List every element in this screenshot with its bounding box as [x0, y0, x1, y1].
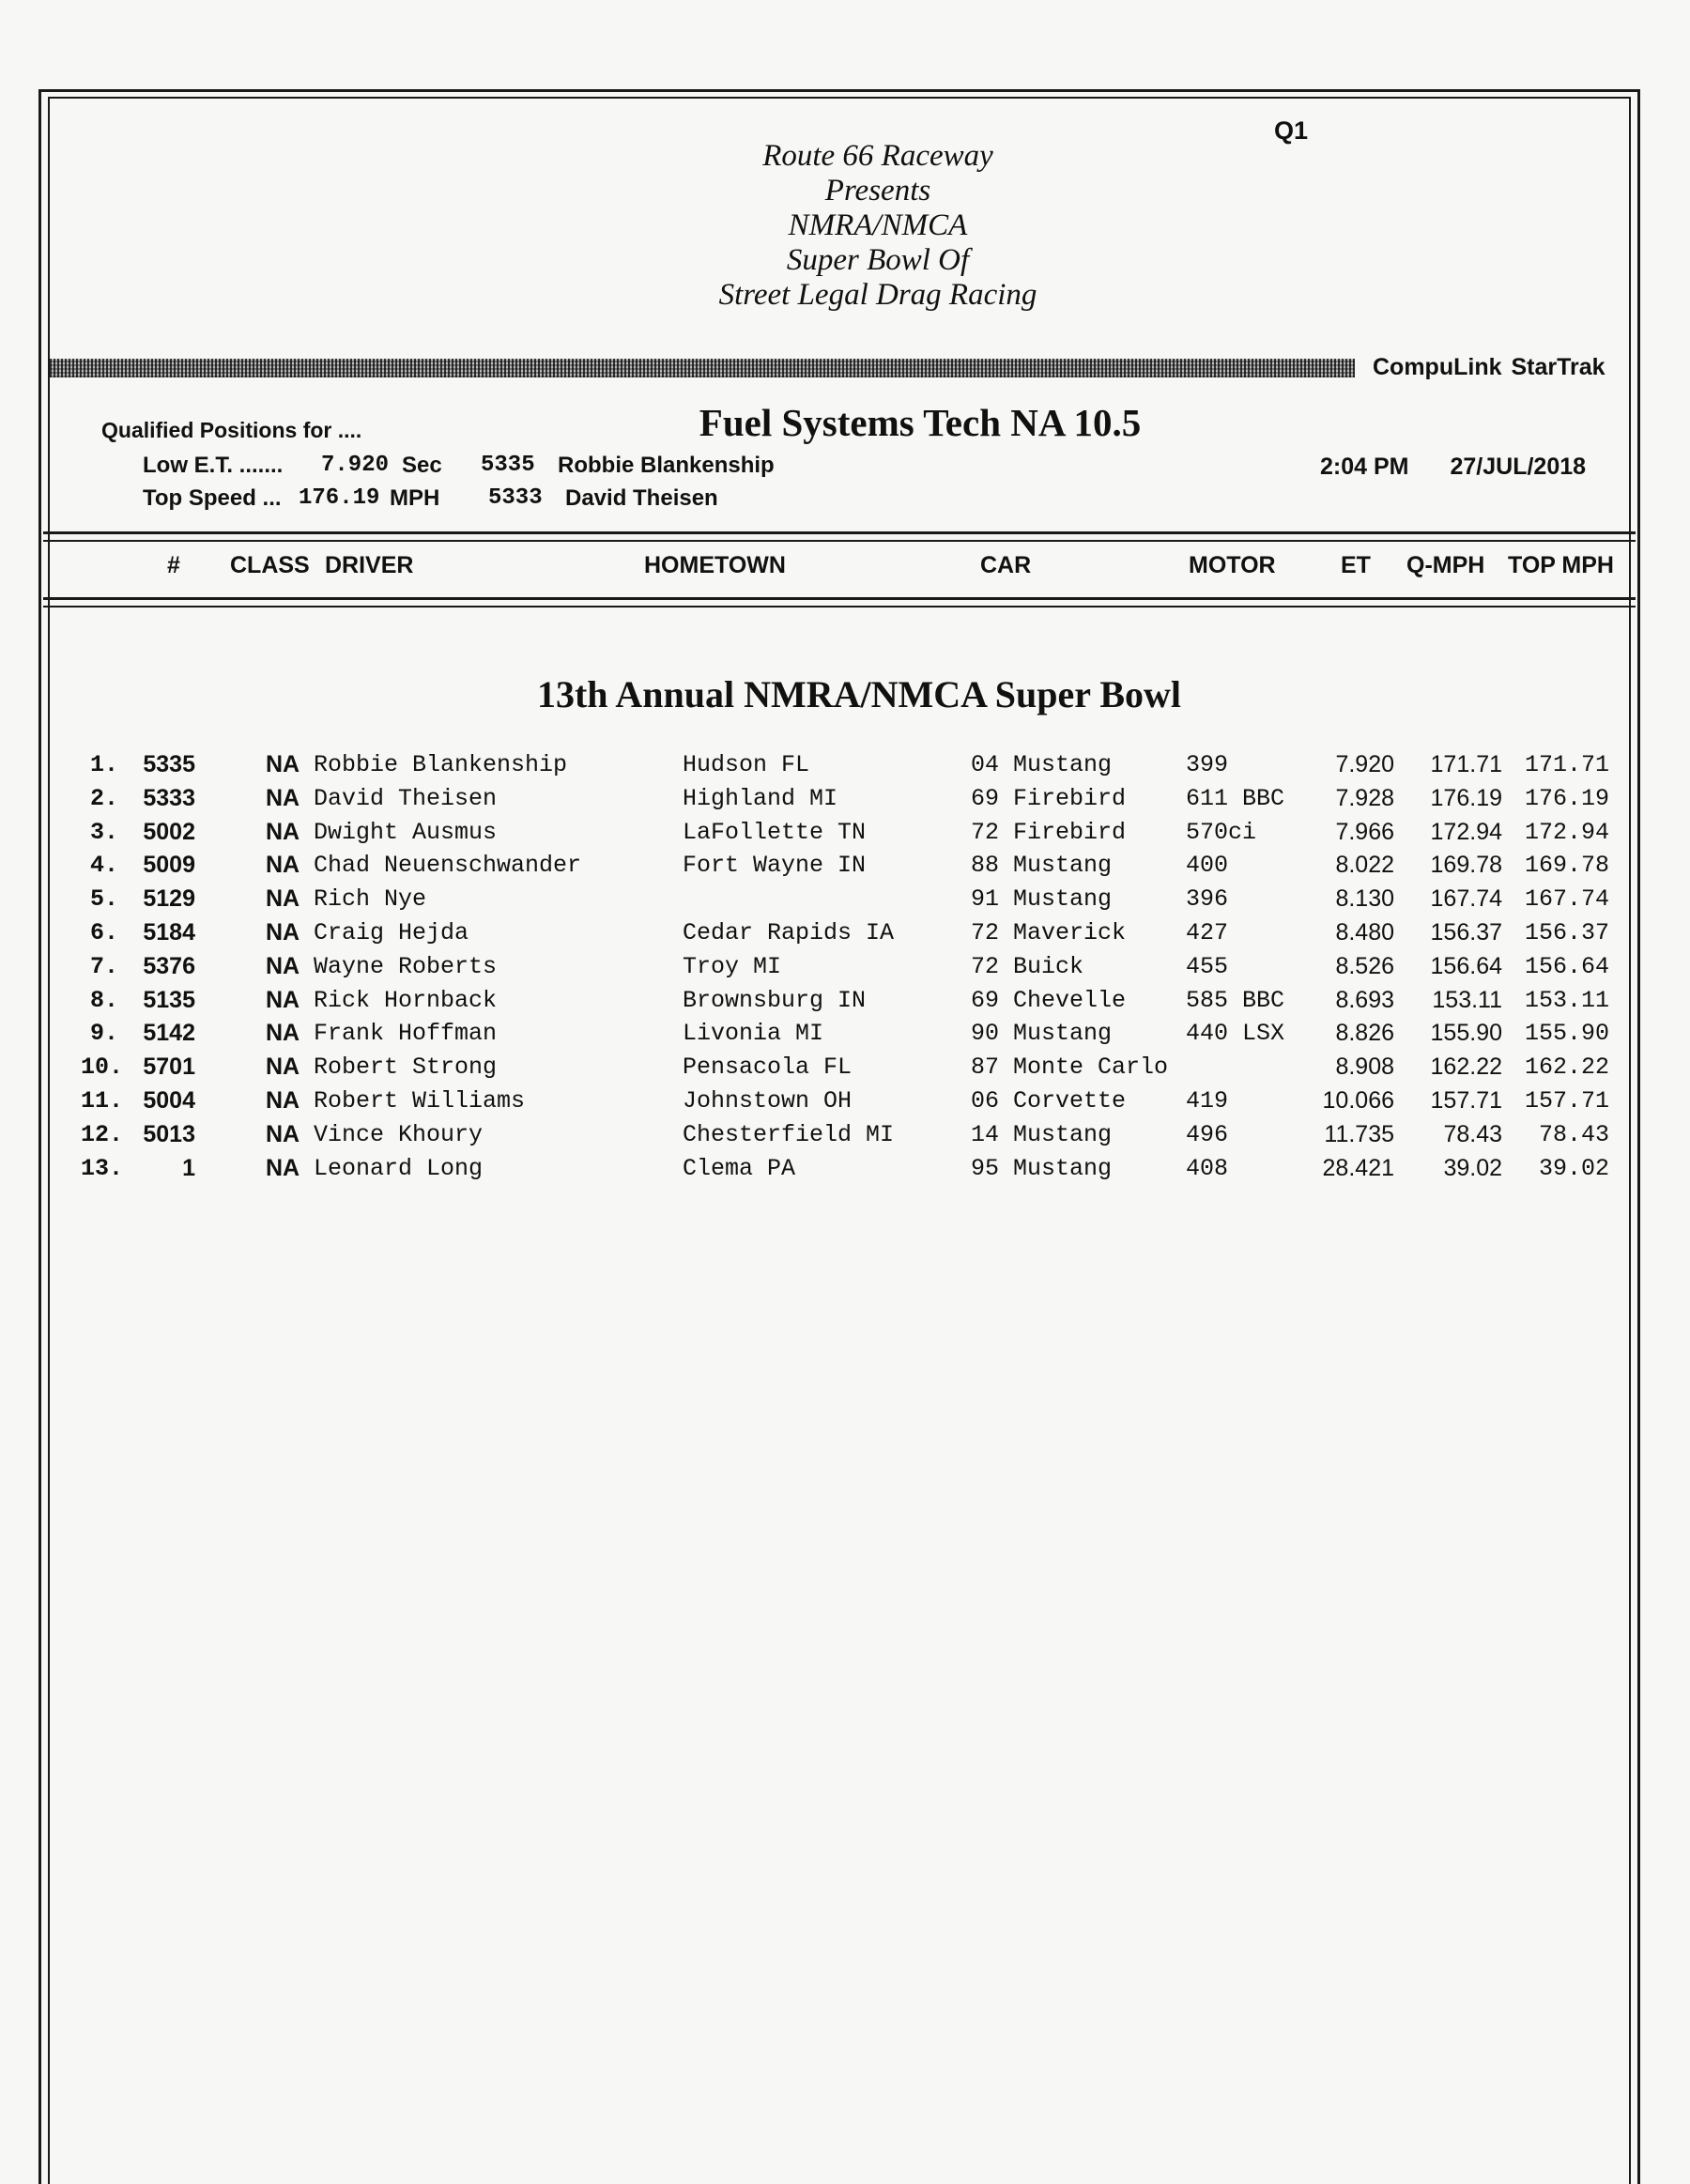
hatched-divider: [50, 359, 1355, 377]
cell-car: 90 Mustang: [971, 1020, 1113, 1048]
table-row: [0, 852, 1690, 885]
cell-top-mph: 78.43: [1538, 1120, 1609, 1148]
cell-motor: 585 BBC: [1186, 986, 1285, 1014]
cell-et: 8.908: [1335, 1054, 1394, 1081]
cell-q-mph: 176.19: [1430, 784, 1502, 811]
cell-driver: David Theisen: [314, 784, 498, 812]
cell-top-mph: 176.19: [1524, 784, 1609, 812]
cell-car: 14 Mustang: [971, 1120, 1113, 1148]
cell-class: NA: [266, 986, 300, 1013]
timestamp: [1320, 454, 1586, 481]
cell-hometown: Clema PA: [683, 1154, 796, 1182]
cell-et: 8.022: [1335, 852, 1394, 879]
cell-q-mph: 156.37: [1430, 919, 1502, 946]
cell-hometown: Cedar Rapids IA: [683, 919, 895, 946]
cell-car-number: 5002: [143, 818, 195, 845]
cell-motor: 427: [1186, 919, 1229, 946]
class-title: Fuel Systems Tech NA 10.5: [699, 401, 1142, 444]
cell-position: 6.: [89, 919, 118, 946]
cell-position: 8.: [89, 986, 118, 1014]
cell-class: NA: [266, 784, 300, 811]
cell-class: NA: [266, 885, 300, 913]
cell-q-mph: 78.43: [1443, 1120, 1502, 1147]
cell-hometown: Brownsburg IN: [683, 986, 867, 1014]
cell-top-mph: 155.90: [1524, 1020, 1609, 1048]
cell-driver: Rick Hornback: [314, 986, 498, 1014]
cell-car: 72 Firebird: [971, 818, 1127, 846]
cell-top-mph: 162.22: [1524, 1054, 1609, 1082]
low-et-driver: Robbie Blankenship: [558, 453, 775, 478]
cell-top-mph: 169.78: [1524, 852, 1609, 880]
top-speed-driver: David Theisen: [565, 485, 718, 511]
cell-et: 8.130: [1335, 885, 1394, 913]
top-speed-value: 176.19: [299, 485, 380, 511]
cell-q-mph: 153.11: [1432, 986, 1502, 1013]
cell-hometown: Chesterfield MI: [683, 1120, 895, 1148]
cell-car-number: 5184: [143, 919, 195, 946]
title-line: Street Legal Drag Racing: [718, 278, 1037, 312]
title-line: Presents: [824, 174, 931, 208]
cell-position: 13.: [81, 1154, 124, 1182]
event-title-block: [563, 139, 1192, 313]
cell-top-mph: 171.71: [1524, 751, 1609, 778]
cell-class: NA: [266, 952, 300, 979]
cell-q-mph: 156.64: [1430, 952, 1502, 979]
column-header-class: CLASS: [230, 552, 310, 578]
cell-position: 4.: [89, 852, 118, 880]
cell-top-mph: 172.94: [1524, 818, 1609, 846]
cell-driver: Robert Williams: [314, 1087, 526, 1115]
cell-hometown: Highland MI: [683, 784, 838, 812]
cell-motor: 419: [1186, 1087, 1229, 1115]
cell-hometown: Livonia MI: [683, 1020, 824, 1048]
cell-car: 87 Monte Carlo: [971, 1054, 1169, 1082]
cell-hometown: Troy MI: [683, 952, 782, 980]
cell-car-number: 5135: [143, 986, 195, 1013]
cell-class: NA: [266, 1154, 300, 1181]
column-header-motor: MOTOR: [1189, 552, 1276, 578]
cell-class: NA: [266, 1020, 300, 1047]
cell-driver: Dwight Ausmus: [314, 818, 498, 846]
cell-car-number: 5142: [143, 1020, 195, 1047]
report-time: 2:04 PM: [1320, 454, 1409, 480]
table-row: [0, 1054, 1690, 1087]
column-header-top-mph: TOP MPH: [1508, 552, 1614, 578]
cell-top-mph: 153.11: [1524, 986, 1609, 1014]
cell-car: 69 Firebird: [971, 784, 1127, 812]
cell-car: 91 Mustang: [971, 885, 1113, 914]
column-header-hometown: HOMETOWN: [644, 552, 786, 578]
timing-system-label: [1373, 354, 1615, 381]
cell-car: 88 Mustang: [971, 852, 1113, 880]
cell-motor: 611 BBC: [1186, 784, 1285, 812]
divider-line: [43, 606, 1636, 608]
cell-position: 7.: [89, 952, 118, 980]
divider-line: [43, 531, 1636, 534]
column-header-q-mph: Q-MPH: [1406, 552, 1485, 578]
top-speed-label: Top Speed ...: [143, 485, 282, 511]
cell-et: 8.826: [1335, 1020, 1394, 1047]
table-row: [0, 987, 1690, 1021]
cell-position: 10.: [81, 1054, 124, 1082]
cell-car-number: 5333: [143, 784, 195, 811]
cell-position: 3.: [89, 818, 118, 846]
cell-hometown: Pensacola FL: [683, 1054, 853, 1082]
low-et-row: [143, 453, 775, 479]
column-header-num: #: [167, 552, 180, 578]
cell-driver: Robert Strong: [314, 1054, 498, 1082]
cell-driver: Frank Hoffman: [314, 1020, 498, 1048]
cell-driver: Vince Khoury: [314, 1120, 484, 1148]
cell-car-number: 5701: [143, 1054, 195, 1081]
cell-position: 1.: [89, 751, 118, 778]
cell-et: 8.526: [1335, 952, 1394, 979]
cell-q-mph: 172.94: [1430, 818, 1502, 845]
cell-car-number: 5013: [143, 1120, 195, 1147]
table-row: [0, 885, 1690, 919]
cell-et: 10.066: [1322, 1087, 1394, 1114]
cell-driver: Robbie Blankenship: [314, 751, 568, 778]
cell-et: 7.966: [1335, 818, 1394, 845]
sheet-code: Q1: [1274, 116, 1309, 145]
qualified-label: Qualified Positions for ....: [101, 418, 362, 442]
cell-car: 95 Mustang: [971, 1154, 1113, 1182]
cell-hometown: Johnstown OH: [683, 1087, 853, 1115]
cell-car-number: 5004: [143, 1087, 195, 1114]
cell-car: 72 Maverick: [971, 919, 1127, 946]
cell-position: 12.: [81, 1120, 124, 1148]
low-et-value: 7.920: [321, 453, 390, 478]
cell-motor: 408: [1186, 1154, 1229, 1182]
cell-class: NA: [266, 852, 300, 879]
cell-class: NA: [266, 818, 300, 845]
divider-line: [43, 597, 1636, 600]
table-row: [0, 1020, 1690, 1054]
top-speed-car-num: 5333: [488, 485, 543, 511]
cell-top-mph: 156.37: [1524, 919, 1609, 946]
table-row: [0, 1121, 1690, 1155]
cell-car-number: 5376: [143, 952, 195, 979]
cell-car-number: 5129: [143, 885, 195, 913]
cell-car-number: 1: [182, 1154, 195, 1181]
cell-et: 28.421: [1322, 1154, 1394, 1181]
cell-position: 5.: [89, 885, 118, 914]
cell-q-mph: 157.71: [1430, 1087, 1502, 1114]
table-row: [0, 751, 1690, 785]
low-et-unit: Sec: [402, 453, 442, 478]
cell-hometown: Hudson FL: [683, 751, 810, 778]
cell-motor: 399: [1186, 751, 1229, 778]
table-row: [0, 1087, 1690, 1121]
cell-class: NA: [266, 919, 300, 946]
cell-q-mph: 169.78: [1430, 852, 1502, 879]
cell-motor: 400: [1186, 852, 1229, 880]
timing-system-name: StarTrak: [1511, 354, 1606, 380]
table-row: [0, 819, 1690, 853]
cell-driver: Rich Nye: [314, 885, 427, 914]
cell-hometown: LaFollette TN: [683, 818, 867, 846]
title-line: NMRA/NMCA: [788, 208, 968, 242]
cell-driver: Craig Hejda: [314, 919, 469, 946]
cell-class: NA: [266, 751, 300, 777]
column-header-driver: DRIVER: [325, 552, 414, 578]
cell-car-number: 5335: [143, 751, 195, 777]
column-header-et: ET: [1341, 552, 1371, 578]
title-line: Route 66 Raceway: [762, 139, 993, 173]
cell-et: 7.920: [1335, 751, 1394, 777]
event-subtitle: 13th Annual NMRA/NMCA Super Bowl: [536, 673, 1182, 715]
cell-driver: Leonard Long: [314, 1154, 484, 1182]
cell-motor: 440 LSX: [1186, 1020, 1285, 1048]
cell-position: 9.: [89, 1020, 118, 1048]
cell-car: 06 Corvette: [971, 1087, 1127, 1115]
cell-et: 11.735: [1324, 1120, 1394, 1147]
cell-driver: Wayne Roberts: [314, 952, 498, 980]
cell-top-mph: 39.02: [1538, 1154, 1609, 1182]
cell-top-mph: 156.64: [1524, 952, 1609, 980]
cell-car: 72 Buick: [971, 952, 1084, 980]
divider-line: [43, 540, 1636, 542]
cell-motor: 396: [1186, 885, 1229, 914]
cell-motor: 455: [1186, 952, 1229, 980]
title-line: Super Bowl Of: [786, 243, 970, 277]
table-row: [0, 953, 1690, 987]
cell-car: 04 Mustang: [971, 751, 1113, 778]
cell-et: 8.693: [1335, 986, 1394, 1013]
cell-class: NA: [266, 1120, 300, 1147]
cell-et: 8.480: [1335, 919, 1394, 946]
column-header-car: CAR: [980, 552, 1032, 578]
table-row: [0, 919, 1690, 953]
cell-motor: 496: [1186, 1120, 1229, 1148]
low-et-car-num: 5335: [481, 453, 535, 478]
cell-q-mph: 39.02: [1443, 1154, 1502, 1181]
cell-hometown: Fort Wayne IN: [683, 852, 867, 880]
cell-q-mph: 155.90: [1430, 1020, 1502, 1047]
cell-position: 2.: [89, 784, 118, 812]
table-row: [0, 785, 1690, 819]
timing-system-name: CompuLink: [1373, 354, 1502, 380]
cell-class: NA: [266, 1087, 300, 1114]
cell-q-mph: 167.74: [1430, 885, 1502, 913]
cell-top-mph: 157.71: [1524, 1087, 1609, 1115]
report-date: 27/JUL/2018: [1450, 454, 1587, 480]
cell-motor: 570ci: [1186, 818, 1257, 846]
cell-car: 69 Chevelle: [971, 986, 1127, 1014]
cell-car-number: 5009: [143, 852, 195, 879]
top-speed-row: [143, 485, 718, 512]
cell-q-mph: 171.71: [1430, 751, 1502, 777]
cell-position: 11.: [81, 1087, 124, 1115]
low-et-label: Low E.T. .......: [143, 453, 284, 478]
top-speed-unit: MPH: [390, 485, 440, 511]
cell-driver: Chad Neuenschwander: [314, 852, 582, 880]
cell-class: NA: [266, 1054, 300, 1081]
table-row: [0, 1155, 1690, 1189]
cell-q-mph: 162.22: [1430, 1054, 1502, 1081]
cell-top-mph: 167.74: [1524, 885, 1609, 914]
cell-et: 7.928: [1335, 784, 1394, 811]
